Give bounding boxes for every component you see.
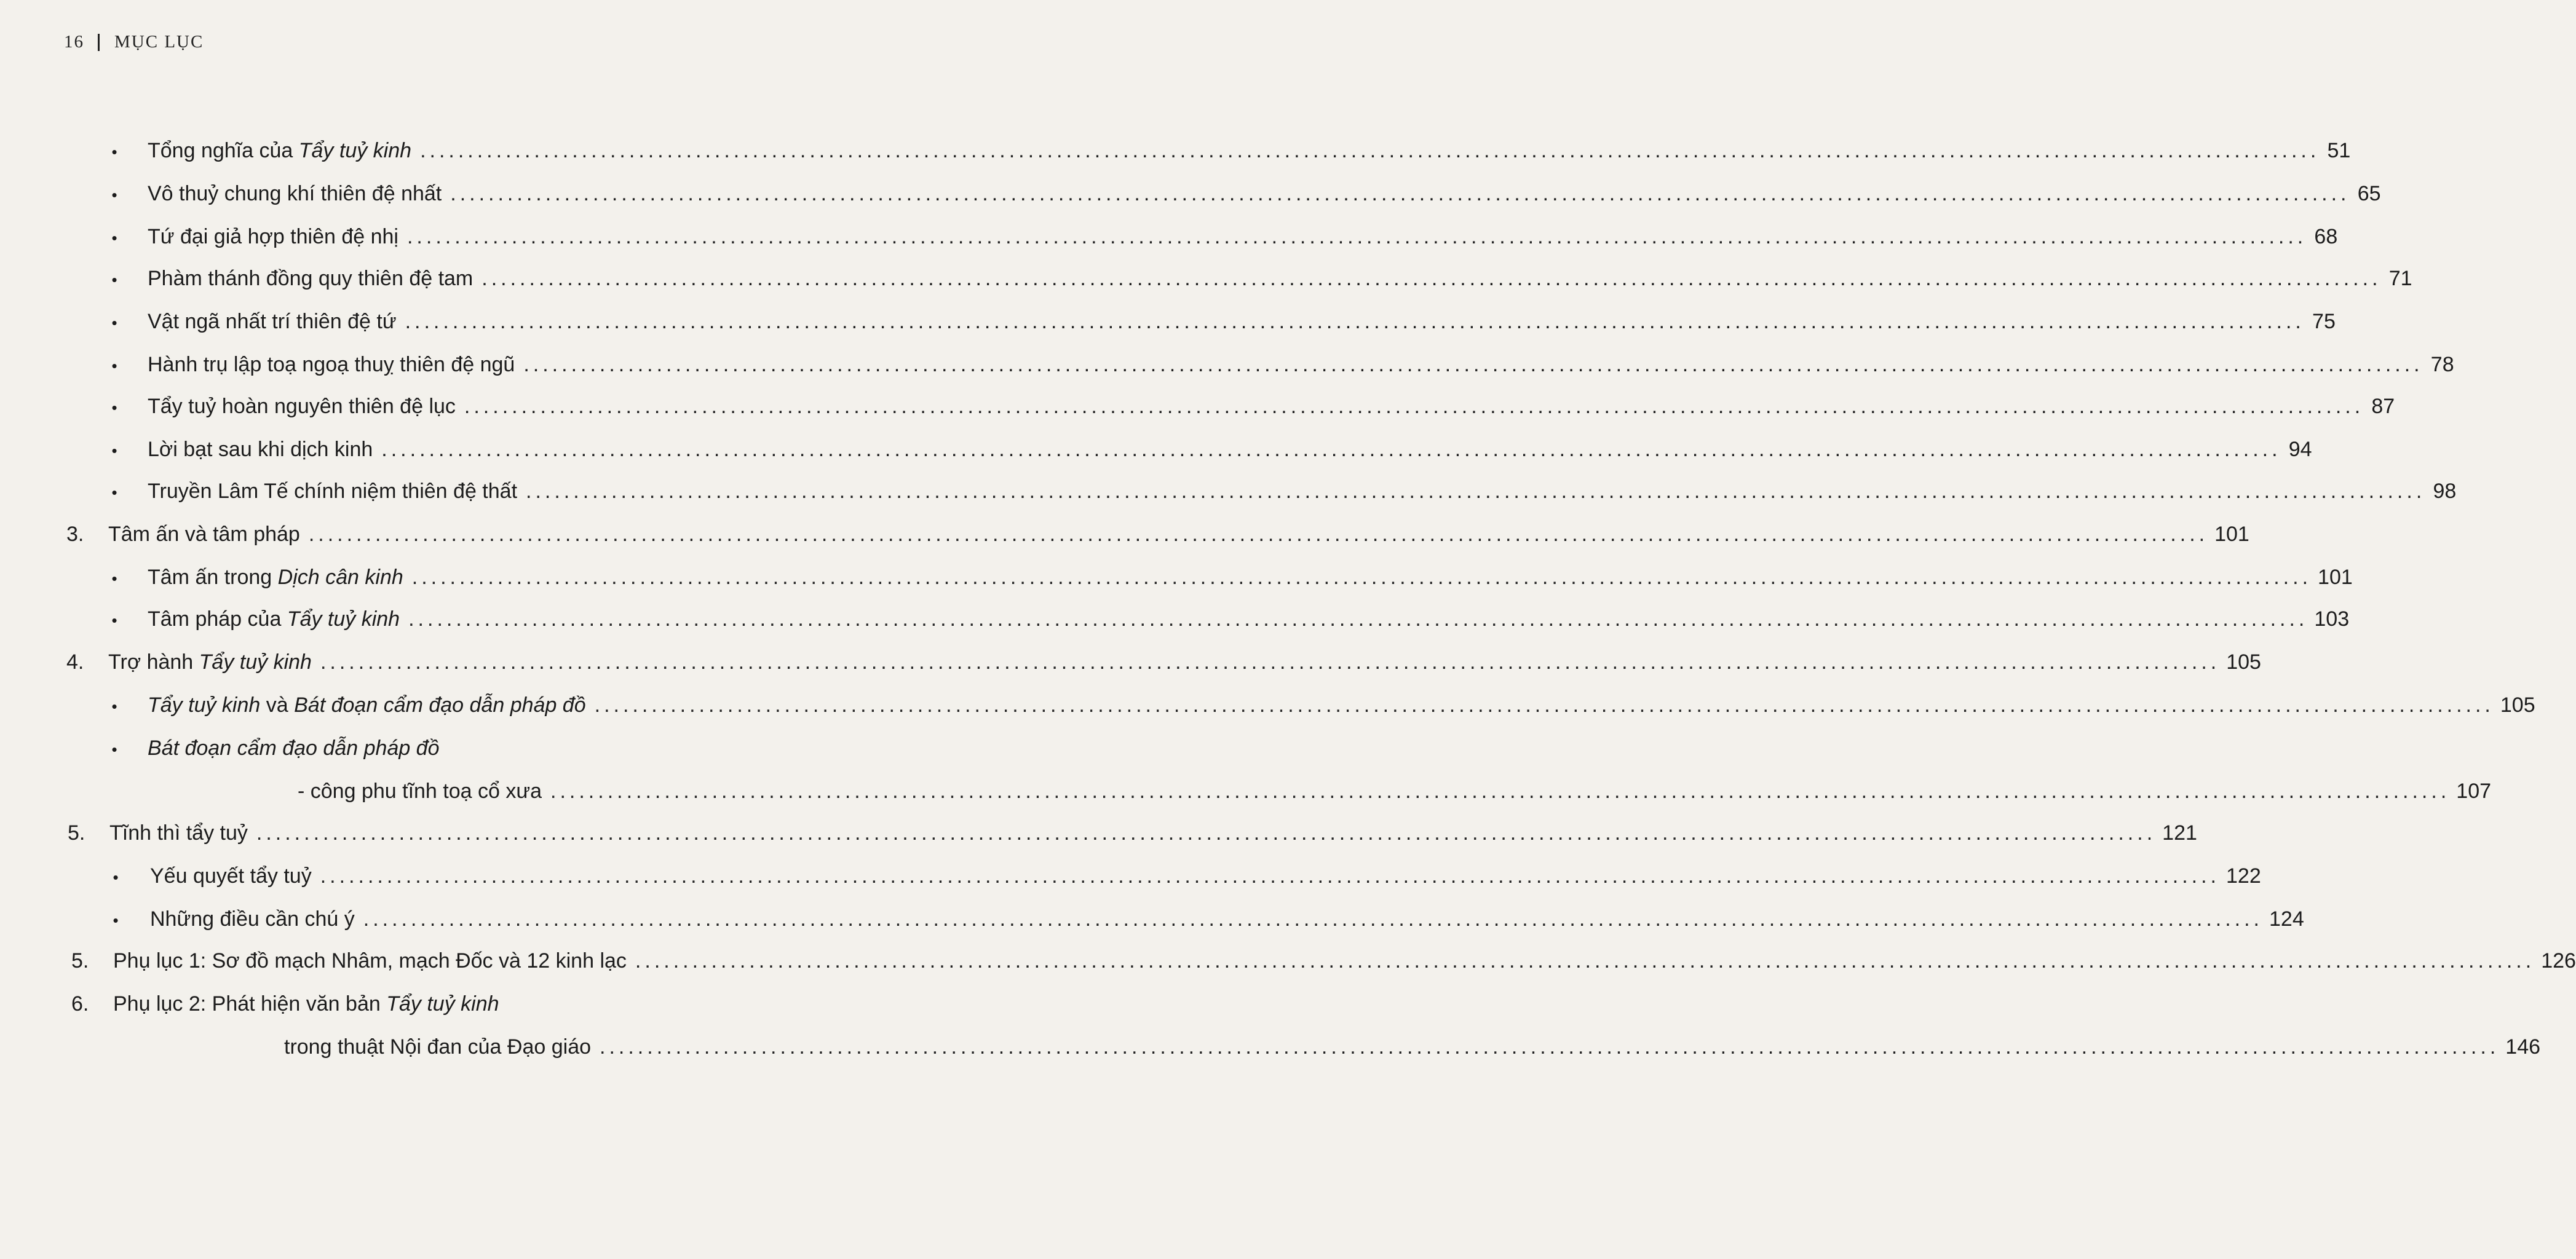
toc-entry bbox=[111, 733, 440, 764]
bullet-marker: • bbox=[111, 398, 117, 417]
entry-title-italic: Dịch cân kinh bbox=[277, 566, 403, 589]
dot-leader: ........................................................................................................................................................................................................ bbox=[411, 566, 2312, 589]
toc-entry bbox=[111, 690, 2535, 720]
page-number: 16 bbox=[64, 32, 84, 52]
entry-page-number: 94 bbox=[2288, 438, 2312, 461]
dot-leader: ........................................................................................................................................................................................................ bbox=[408, 607, 2308, 631]
entry-title bbox=[150, 861, 312, 891]
toc-entry bbox=[111, 349, 2454, 380]
entry-title-text: Tổng nghĩa của bbox=[148, 139, 299, 162]
entry-title-text: Tâm ấn và tâm pháp bbox=[108, 523, 300, 546]
entry-title bbox=[148, 604, 400, 634]
toc-entry bbox=[111, 135, 2351, 166]
bullet-marker: • bbox=[111, 569, 117, 588]
entry-title-italic: Tẩy tuỷ kinh bbox=[298, 139, 412, 162]
dot-leader: ........................................................................................................................................................................................................ bbox=[482, 267, 2382, 290]
entry-title bbox=[148, 391, 456, 422]
entry-title-italic: Tẩy tuỷ kinh bbox=[199, 650, 312, 674]
bullet-marker: • bbox=[111, 697, 117, 716]
entry-page-number: 87 bbox=[2371, 395, 2395, 418]
entry-title bbox=[109, 818, 248, 848]
toc-entry bbox=[111, 391, 2395, 422]
entry-title-text: Tâm pháp của bbox=[148, 607, 287, 631]
toc-entry bbox=[111, 562, 2353, 593]
toc-entry bbox=[284, 1032, 2541, 1062]
entry-title bbox=[298, 776, 542, 807]
toc-entry bbox=[111, 434, 2312, 465]
dot-leader: ........................................................................................................................................................................................................ bbox=[420, 139, 2320, 162]
entry-number: 5. bbox=[68, 821, 85, 845]
entry-title-text: Yếu quyết tẩy tuỷ bbox=[150, 864, 312, 888]
entry-title-italic: Bát đoạn cẩm đạo dẫn pháp đồ bbox=[294, 693, 586, 717]
entry-page-number: 78 bbox=[2430, 353, 2454, 376]
entry-number: 4. bbox=[66, 650, 84, 674]
entry-page-number: 146 bbox=[2505, 1035, 2541, 1059]
entry-title-italic: Bát đoạn cẩm đạo dẫn pháp đồ bbox=[148, 736, 440, 760]
dot-leader: ........................................................................................................................................................................................................ bbox=[406, 225, 2307, 248]
dot-leader: ........................................................................................................................................................................................................ bbox=[594, 693, 2494, 717]
entry-title-text: Truyền Lâm Tế chính niệm thiên đệ thất bbox=[148, 480, 518, 503]
dot-leader: ........................................................................................................................................................................................................ bbox=[320, 650, 2221, 674]
dot-leader: ........................................................................................................................................................................................................ bbox=[464, 395, 2364, 418]
entry-page-number: 105 bbox=[2226, 650, 2261, 674]
dot-leader: ........................................................................................................................................................................................................ bbox=[526, 480, 2426, 503]
entry-title bbox=[148, 221, 398, 252]
entry-page-number: 51 bbox=[2327, 139, 2351, 162]
entry-title-italic: Tẩy tuỷ kinh bbox=[148, 693, 261, 717]
toc-entry bbox=[111, 178, 2381, 209]
entry-title bbox=[148, 476, 517, 507]
entry-number: 6. bbox=[71, 992, 89, 1016]
entry-title bbox=[113, 945, 627, 976]
entry-title-text: Những điều cần chú ý bbox=[150, 907, 355, 931]
bullet-marker: • bbox=[111, 186, 117, 204]
entry-title-text: trong thuật Nội đan của Đạo giáo bbox=[284, 1035, 592, 1059]
entry-title-text: Tứ đại giả hợp thiên đệ nhị bbox=[148, 225, 398, 248]
entry-title bbox=[108, 647, 312, 677]
entry-title-text: Tâm ấn trong bbox=[148, 566, 278, 589]
dot-leader: ........................................................................................................................................................................................................ bbox=[635, 949, 2535, 973]
toc-entry bbox=[68, 818, 2197, 848]
entry-page-number: 124 bbox=[2269, 907, 2304, 931]
entry-page-number: 122 bbox=[2226, 864, 2261, 888]
bullet-marker: • bbox=[111, 441, 117, 460]
entry-title bbox=[108, 519, 300, 550]
bullet-marker: • bbox=[111, 611, 117, 630]
dot-leader: ........................................................................................................................................................................................................ bbox=[363, 907, 2264, 931]
entry-number: 3. bbox=[66, 523, 84, 546]
entry-title bbox=[148, 349, 515, 380]
entry-page-number: 103 bbox=[2314, 607, 2350, 631]
bullet-marker: • bbox=[113, 911, 119, 929]
bullet-marker: • bbox=[111, 270, 117, 289]
entry-title bbox=[113, 989, 499, 1019]
toc-entry bbox=[111, 221, 2338, 252]
dot-leader: ........................................................................................................................................................................................................ bbox=[320, 864, 2220, 888]
toc-entry bbox=[66, 647, 2261, 677]
entry-page-number: 107 bbox=[2456, 779, 2492, 803]
bullet-marker: • bbox=[111, 357, 117, 375]
entry-title bbox=[148, 690, 586, 720]
entry-title bbox=[148, 178, 442, 209]
toc-entry bbox=[111, 263, 2412, 294]
entry-page-number: 68 bbox=[2314, 225, 2338, 248]
toc-entry bbox=[71, 945, 2576, 976]
dot-leader: ........................................................................................................................................................................................................ bbox=[381, 438, 2281, 461]
entry-title-text: Vô thuỷ chung khí thiên đệ nhất bbox=[148, 182, 442, 205]
dot-leader: ........................................................................................................................................................................................................ bbox=[405, 310, 2305, 333]
entry-title bbox=[150, 904, 355, 934]
dot-leader: ........................................................................................................................................................................................................ bbox=[550, 779, 2451, 803]
entry-title bbox=[148, 263, 473, 294]
toc-entry bbox=[111, 604, 2350, 634]
entry-page-number: 71 bbox=[2388, 267, 2412, 290]
toc-entry bbox=[113, 904, 2304, 934]
toc-entry bbox=[71, 989, 499, 1019]
entry-title bbox=[148, 562, 403, 593]
entry-page-number: 126 bbox=[2541, 949, 2576, 973]
toc-entry bbox=[298, 776, 2492, 807]
header-separator bbox=[98, 34, 100, 51]
bullet-marker: • bbox=[111, 314, 117, 332]
bullet-marker: • bbox=[111, 483, 117, 502]
entry-title-text: và bbox=[260, 693, 295, 717]
entry-title bbox=[148, 306, 397, 337]
entry-page-number: 75 bbox=[2312, 310, 2336, 333]
bullet-marker: • bbox=[111, 740, 117, 759]
entry-title-text: Phụ lục 1: Sơ đồ mạch Nhâm, mạch Đốc và 12 kinh lạc bbox=[113, 949, 627, 973]
entry-page-number: 65 bbox=[2357, 182, 2381, 205]
entry-title-text: Phụ lục 2: Phát hiện văn bản bbox=[113, 992, 387, 1016]
entry-title-text: Vật ngã nhất trí thiên đệ tứ bbox=[148, 310, 397, 333]
entry-title bbox=[148, 434, 373, 465]
toc-entry bbox=[113, 861, 2261, 891]
entry-number: 5. bbox=[71, 949, 89, 973]
toc-entry bbox=[111, 306, 2336, 337]
entry-title bbox=[148, 733, 440, 764]
toc-entry bbox=[111, 476, 2457, 507]
page-header bbox=[64, 32, 204, 52]
bullet-marker: • bbox=[111, 229, 117, 247]
entry-title-text: Lời bạt sau khi dịch kinh bbox=[148, 438, 373, 461]
bullet-marker: • bbox=[113, 868, 119, 886]
bullet-marker: • bbox=[111, 143, 117, 161]
entry-title-text: Trợ hành bbox=[108, 650, 199, 674]
dot-leader: ........................................................................................................................................................................................................ bbox=[256, 821, 2157, 845]
entry-title bbox=[148, 135, 411, 166]
dot-leader: ........................................................................................................................................................................................................ bbox=[600, 1035, 2500, 1059]
entry-title bbox=[284, 1032, 591, 1062]
entry-page-number: 98 bbox=[2433, 480, 2457, 503]
entry-page-number: 121 bbox=[2162, 821, 2197, 845]
entry-title-text: Phàm thánh đồng quy thiên đệ tam bbox=[148, 267, 474, 290]
entry-page-number: 101 bbox=[2318, 566, 2353, 589]
entry-title-text: Tĩnh thì tẩy tuỷ bbox=[109, 821, 248, 845]
dot-leader: ........................................................................................................................................................................................................ bbox=[308, 523, 2209, 546]
entry-page-number: 101 bbox=[2214, 523, 2249, 546]
dot-leader: ........................................................................................................................................................................................................ bbox=[523, 353, 2423, 376]
section-title: MỤC LỤC bbox=[114, 32, 204, 52]
entry-title-text: Tẩy tuỷ hoàn nguyên thiên đệ lục bbox=[148, 395, 456, 418]
dot-leader: ........................................................................................................................................................................................................ bbox=[450, 182, 2350, 205]
entry-title-italic: Tẩy tuỷ kinh bbox=[386, 992, 499, 1016]
entry-page-number: 105 bbox=[2500, 693, 2535, 717]
entry-title-text: - công phu tĩnh toạ cổ xưa bbox=[298, 779, 542, 803]
toc-entry bbox=[66, 519, 2249, 550]
entry-title-italic: Tẩy tuỷ kinh bbox=[287, 607, 400, 631]
entry-title-text: Hành trụ lập toạ ngoạ thuỵ thiên đệ ngũ bbox=[148, 353, 515, 376]
